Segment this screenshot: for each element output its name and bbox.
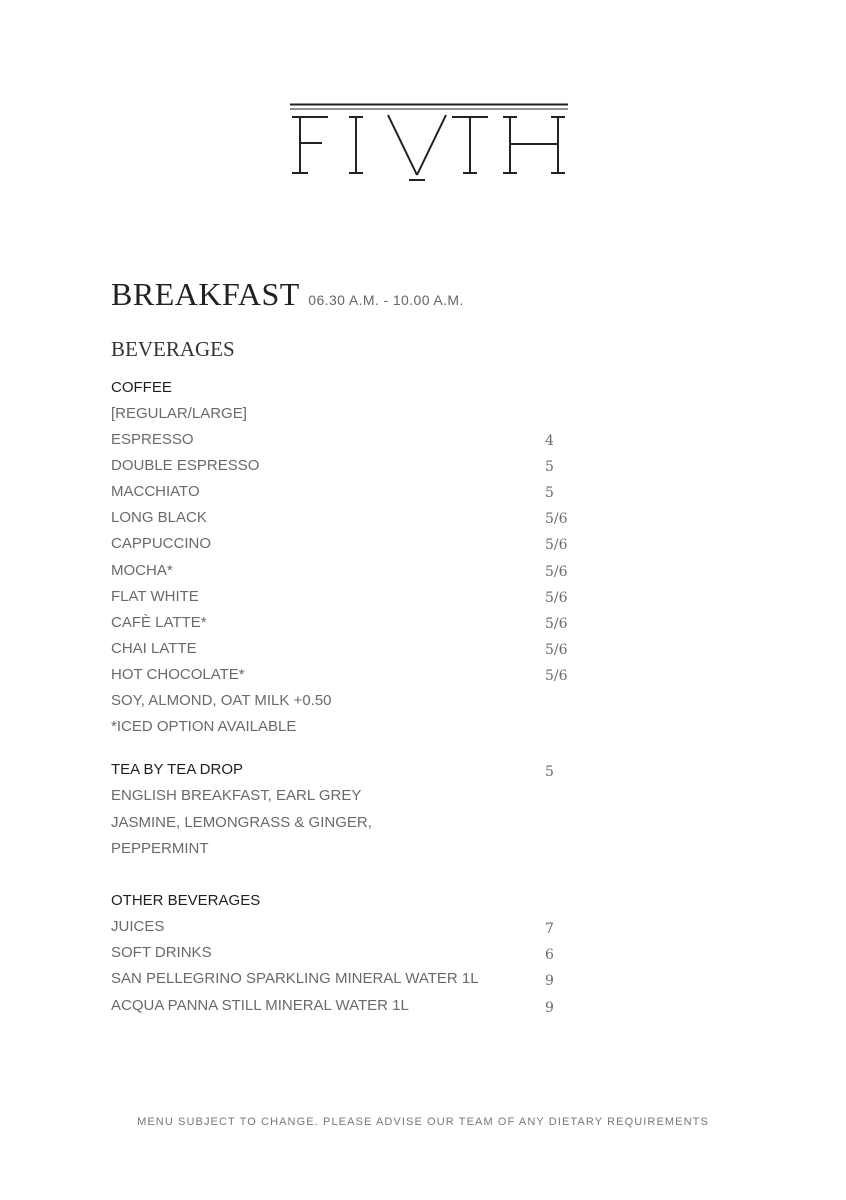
tea-heading: TEA BY TEA DROP bbox=[111, 761, 243, 778]
menu-item-price: 5/6 bbox=[545, 642, 568, 658]
menu-item-price: 5/6 bbox=[545, 590, 568, 606]
section-title: BEVERAGES bbox=[111, 337, 235, 361]
coffee-heading: COFFEE bbox=[111, 379, 172, 396]
menu-item-price: 5/6 bbox=[545, 511, 568, 527]
menu-item-name: CHAI LATTE bbox=[111, 640, 197, 657]
menu-item-price: 5/6 bbox=[545, 616, 568, 632]
logo-mark bbox=[288, 103, 570, 183]
iced-note: *ICED OPTION AVAILABLE bbox=[111, 718, 297, 735]
service-hours: 06.30 A.M. - 10.00 A.M. bbox=[308, 292, 464, 308]
menu-item-price: 5/6 bbox=[545, 537, 568, 553]
tea-varieties-line: PEPPERMINT bbox=[111, 840, 209, 857]
menu-item-price: 5 bbox=[545, 485, 554, 501]
menu-item-name: MACCHIATO bbox=[111, 483, 200, 500]
menu-header bbox=[111, 276, 464, 313]
menu-item-price: 9 bbox=[545, 973, 554, 989]
menu-item-name: MOCHA* bbox=[111, 562, 173, 579]
milk-note: SOY, ALMOND, OAT MILK +0.50 bbox=[111, 692, 332, 709]
menu-title: BREAKFAST bbox=[111, 276, 300, 312]
menu-item-price: 5/6 bbox=[545, 668, 568, 684]
menu-item-price: 9 bbox=[545, 1000, 554, 1016]
brand-logo bbox=[288, 103, 570, 183]
menu-item-name: JUICES bbox=[111, 918, 165, 935]
menu-item-price: 6 bbox=[545, 947, 554, 963]
menu-item-name: ESPRESSO bbox=[111, 431, 194, 448]
menu-item-name: ACQUA PANNA STILL MINERAL WATER 1L bbox=[111, 997, 409, 1014]
footer-note: MENU SUBJECT TO CHANGE. PLEASE ADVISE OUR TEAM OF ANY DIETARY REQUIREMENTS bbox=[137, 1116, 709, 1128]
menu-item-name: DOUBLE ESPRESSO bbox=[111, 457, 260, 474]
sizes-note: [REGULAR/LARGE] bbox=[111, 405, 247, 422]
menu-item-name: FLAT WHITE bbox=[111, 588, 199, 605]
other-beverages-heading: OTHER BEVERAGES bbox=[111, 892, 261, 909]
tea-varieties-line: JASMINE, LEMONGRASS & GINGER, bbox=[111, 814, 372, 831]
menu-item-name: CAFÈ LATTE* bbox=[111, 614, 207, 631]
menu-item-price: 7 bbox=[545, 921, 554, 937]
menu-item-price: 5/6 bbox=[545, 564, 568, 580]
tea-varieties-line: ENGLISH BREAKFAST, EARL GREY bbox=[111, 787, 362, 804]
tea-price: 5 bbox=[545, 764, 554, 780]
menu-item-name: LONG BLACK bbox=[111, 509, 207, 526]
menu-item-name: HOT CHOCOLATE* bbox=[111, 666, 245, 683]
menu-item-price: 4 bbox=[545, 433, 554, 449]
menu-item-price: 5 bbox=[545, 459, 554, 475]
menu-item-name: CAPPUCCINO bbox=[111, 535, 212, 552]
menu-item-name: SOFT DRINKS bbox=[111, 944, 212, 961]
menu-item-name: SAN PELLEGRINO SPARKLING MINERAL WATER 1L bbox=[111, 970, 479, 987]
